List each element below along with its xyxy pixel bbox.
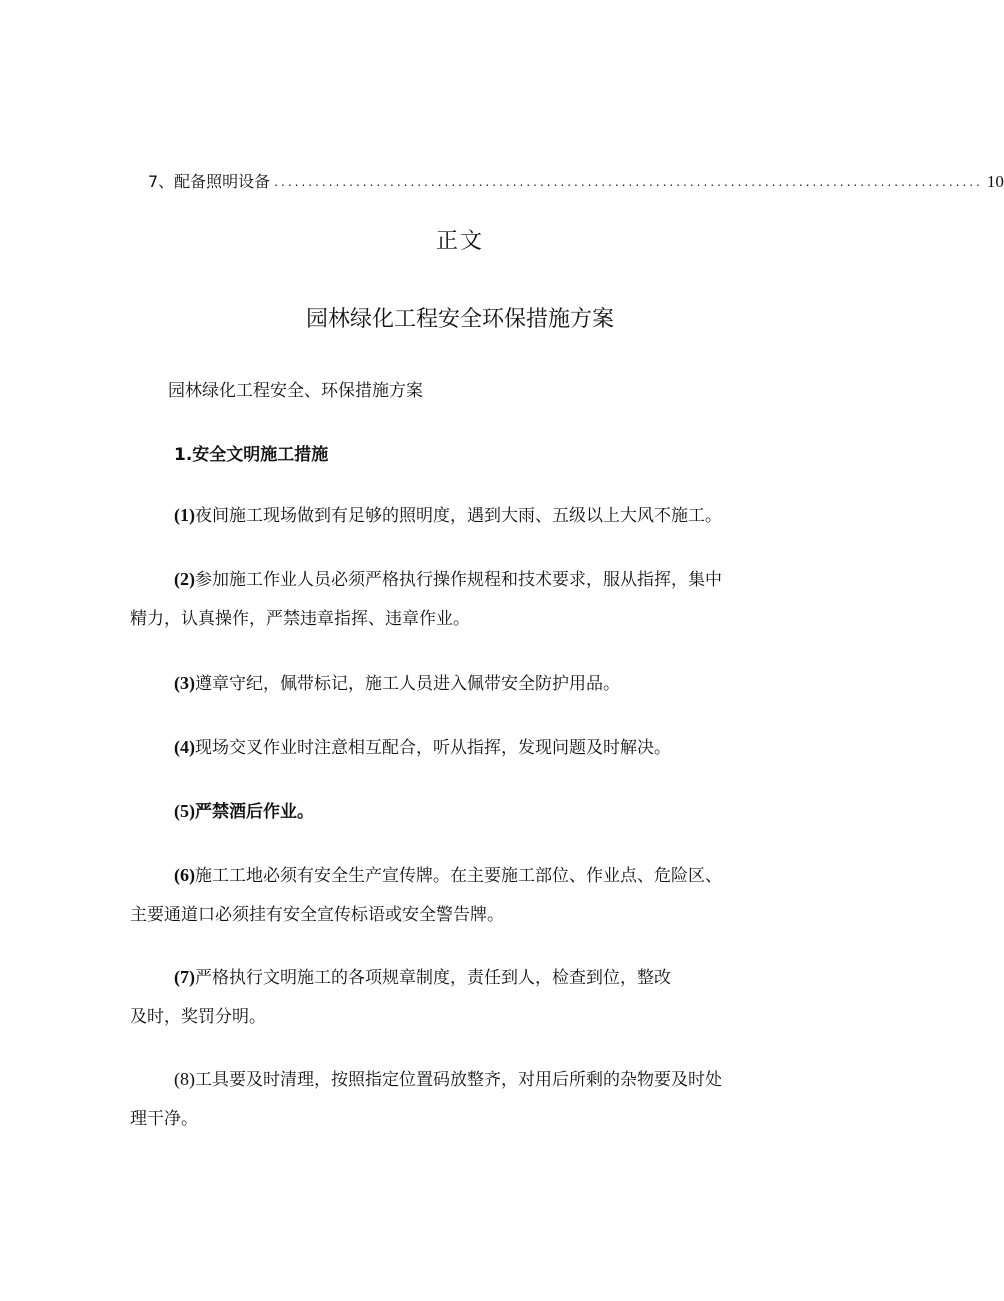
- item-number: (7): [174, 967, 195, 987]
- section-title: 1.安全文明施工措施: [174, 445, 329, 465]
- item-number: (1): [174, 505, 195, 525]
- item-number: (4): [174, 737, 195, 757]
- item-number: (3): [174, 673, 195, 693]
- list-item: [130, 560, 790, 639]
- list-item: [130, 664, 790, 704]
- item-text: 现场交叉作业时注意相互配合，听从指挥，发现问题及时解决。: [195, 738, 671, 758]
- list-item: [130, 1060, 790, 1139]
- list-item: [130, 496, 790, 536]
- item-text: 严禁酒后作业。: [195, 802, 314, 822]
- toc-entry[interactable]: [148, 166, 1004, 192]
- item-text: 遵章守纪，佩带标记，施工人员进入佩带安全防护用品。: [195, 674, 620, 694]
- item-text-continued: 主要通道口必须挂有安全宣传标语或安全警告牌。: [130, 905, 504, 925]
- heading-main: 正文: [435, 229, 484, 254]
- item-text: 参加施工作业人员必须严格执行操作规程和技术要求，服从指挥，集中: [195, 570, 722, 590]
- item-number: (2): [174, 569, 195, 589]
- item-number: (8): [174, 1069, 195, 1089]
- item-number: (5): [174, 801, 195, 821]
- item-text-continued: 理干净。: [130, 1109, 198, 1129]
- item-text: 严格执行文明施工的各项规章制度，责任到人，检查到位，整改: [195, 968, 671, 988]
- list-item: [130, 728, 790, 768]
- item-number: (6): [174, 865, 195, 885]
- item-text-continued: 及时，奖罚分明。: [130, 1007, 266, 1027]
- list-item: [130, 958, 790, 1037]
- item-text: 夜间施工现场做到有足够的照明度，遇到大雨、五级以上大风不施工。: [195, 506, 722, 526]
- item-text: 施工工地必须有安全生产宣传牌。在主要施工部位、作业点、危险区、: [195, 866, 722, 886]
- toc-entry-page: 10: [986, 172, 1004, 191]
- intro-text: 园林绿化工程安全、环保措施方案: [168, 381, 423, 401]
- item-text: 工具要及时清理，按照指定位置码放整齐，对用后所剩的杂物要及时处: [195, 1070, 722, 1090]
- toc-entry-label: 7、配备照明设备: [148, 172, 271, 191]
- list-item: [130, 856, 790, 935]
- item-text-continued: 精力，认真操作，严禁违章指挥、违章作业。: [130, 609, 470, 629]
- document-title: 园林绿化工程安全环保措施方案: [305, 307, 614, 332]
- toc-leader-dots: ........................................................................................................: [274, 175, 983, 189]
- list-item: [130, 792, 790, 832]
